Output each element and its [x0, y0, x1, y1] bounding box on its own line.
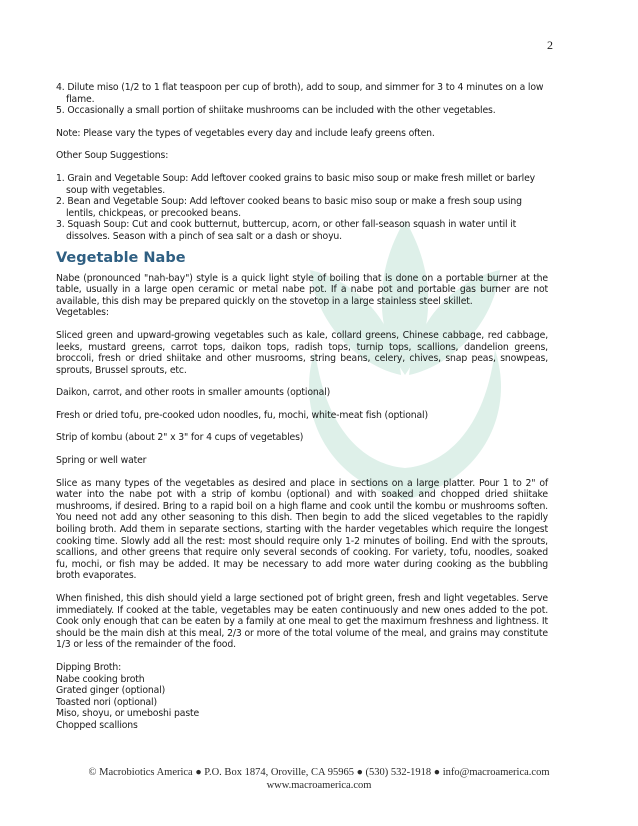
list-item: 1. Grain and Vegetable Soup: Add leftover cooked grains to basic miso soup or make fresh millet or barley soup with vegetables. [56, 172, 535, 196]
dipping-item: Grated ginger (optional) [56, 685, 166, 697]
section-title: Vegetable Nabe [56, 249, 186, 266]
ingredient-item: Spring or well water [56, 455, 147, 467]
vegetables-label: Vegetables: [56, 307, 109, 319]
dipping-item: Nabe cooking broth [56, 673, 145, 685]
footer-website: www.macroamerica.com [266, 780, 372, 791]
dipping-item: Chopped scallions [56, 719, 138, 731]
list-item: 2. Bean and Vegetable Soup: Add leftover cooked beans to basic miso soup or make a fresh soup using lentils, chickpeas, or precooked beans. [56, 196, 522, 219]
vegetables-description: Sliced green and upward-growing vegetables such as kale, collard greens, Chinese cabbage, red cabbage, leeks, mustard greens, carrot tops, daikon tops, radish tops, turnip tops, scallions, dandelion greens, broccoli, fresh or dried shiitake and other musrooms, string beans, celery, chives, snap peas, snowpeas, sprouts, Brussel sprouts, etc. [56, 329, 548, 376]
document-body [56, 82, 548, 732]
list-item: 4. Dilute miso (1/2 to 1 flat teaspoon per cup of broth), add to soup, and simmer for 3 to 4 minutes on a low flame. [56, 82, 544, 105]
other-suggestions-heading: Other Soup Suggestions: [56, 150, 169, 162]
note-text: Note: Please vary the types of vegetables every day and include leafy greens often. [56, 127, 435, 139]
page-number: 2 [547, 38, 553, 52]
footer-contact-line: © Macrobiotics America ● P.O. Box 1874, Oroville, CA 95965 ● (530) 532-1918 ● info@macroamerica.com [88, 767, 550, 778]
page-footer [0, 766, 638, 792]
method-paragraph: Slice as many types of the vegetables as desired and place in sections on a large platter. Pour 1 to 2" of water into the nabe pot with a strip of kombu (optional) and with soaked and chopped dried shiitake mushrooms, if desired. Bring to a rapid boil on a high flame and cook until the kombu or mushrooms soften. You need not add any other seasoning to this dish. Then begin to add the sliced vegetables to the rapidly boiling broth. Add them in separate sections, starting with the harder vegetables which require the longest cooking time. Slowly add all the rest: most should require only 1-2 minutes of boiling. End with the sprouts, scallions, and other greens that require only several seconds of cooking. For variety, tofu, noodles, soaked fu, mochi, or fish may be added. It may be necessary to add more water during cooking as the bubbling broth evaporates. [56, 477, 548, 582]
ingredient-item: Strip of kombu (about 2" x 3" for 4 cups of vegetables) [56, 432, 304, 444]
ingredient-item: Daikon, carrot, and other roots in smaller amounts (optional) [56, 387, 331, 399]
list-item: 5. Occasionally a small portion of shiitake mushrooms can be included with the other vegetables. [56, 105, 496, 117]
nabe-intro: Nabe (pronounced "nah-bay") style is a quick light style of boiling that is done on a portable burner at the table, usually in a large open ceramic or metal nabe pot. If a nabe pot and portable gas burner are not available, this dish may be prepared quickly on the stovetop in a large stainless steel skillet. [56, 272, 548, 307]
list-item: 3. Squash Soup: Cut and cook butternut, buttercup, acorn, or other fall-season squash in water until it dissolves. Season with a pinch of sea salt or a dash or shoyu. [56, 219, 517, 242]
dipping-item: Toasted nori (optional) [56, 696, 157, 708]
ingredient-item: Fresh or dried tofu, pre-cooked udon noodles, fu, mochi, white-meat fish (optional) [56, 409, 428, 421]
dipping-broth-title: Dipping Broth: [56, 661, 122, 673]
dipping-item: Miso, shoyu, or umeboshi paste [56, 708, 200, 720]
serving-paragraph: When finished, this dish should yield a large sectioned pot of bright green, fresh and light vegetables. Serve immediately. If cooked at the table, vegetables may be eaten continuously and new ones added to the pot. Cook only enough that can be eaten by a family at one meal to get the maximum freshness and lightness. It should be the main dish at this meal, 2/3 or more of the total volume of the meal, and grains may constitute 1/3 or less of the remainder of the food. [56, 593, 548, 651]
